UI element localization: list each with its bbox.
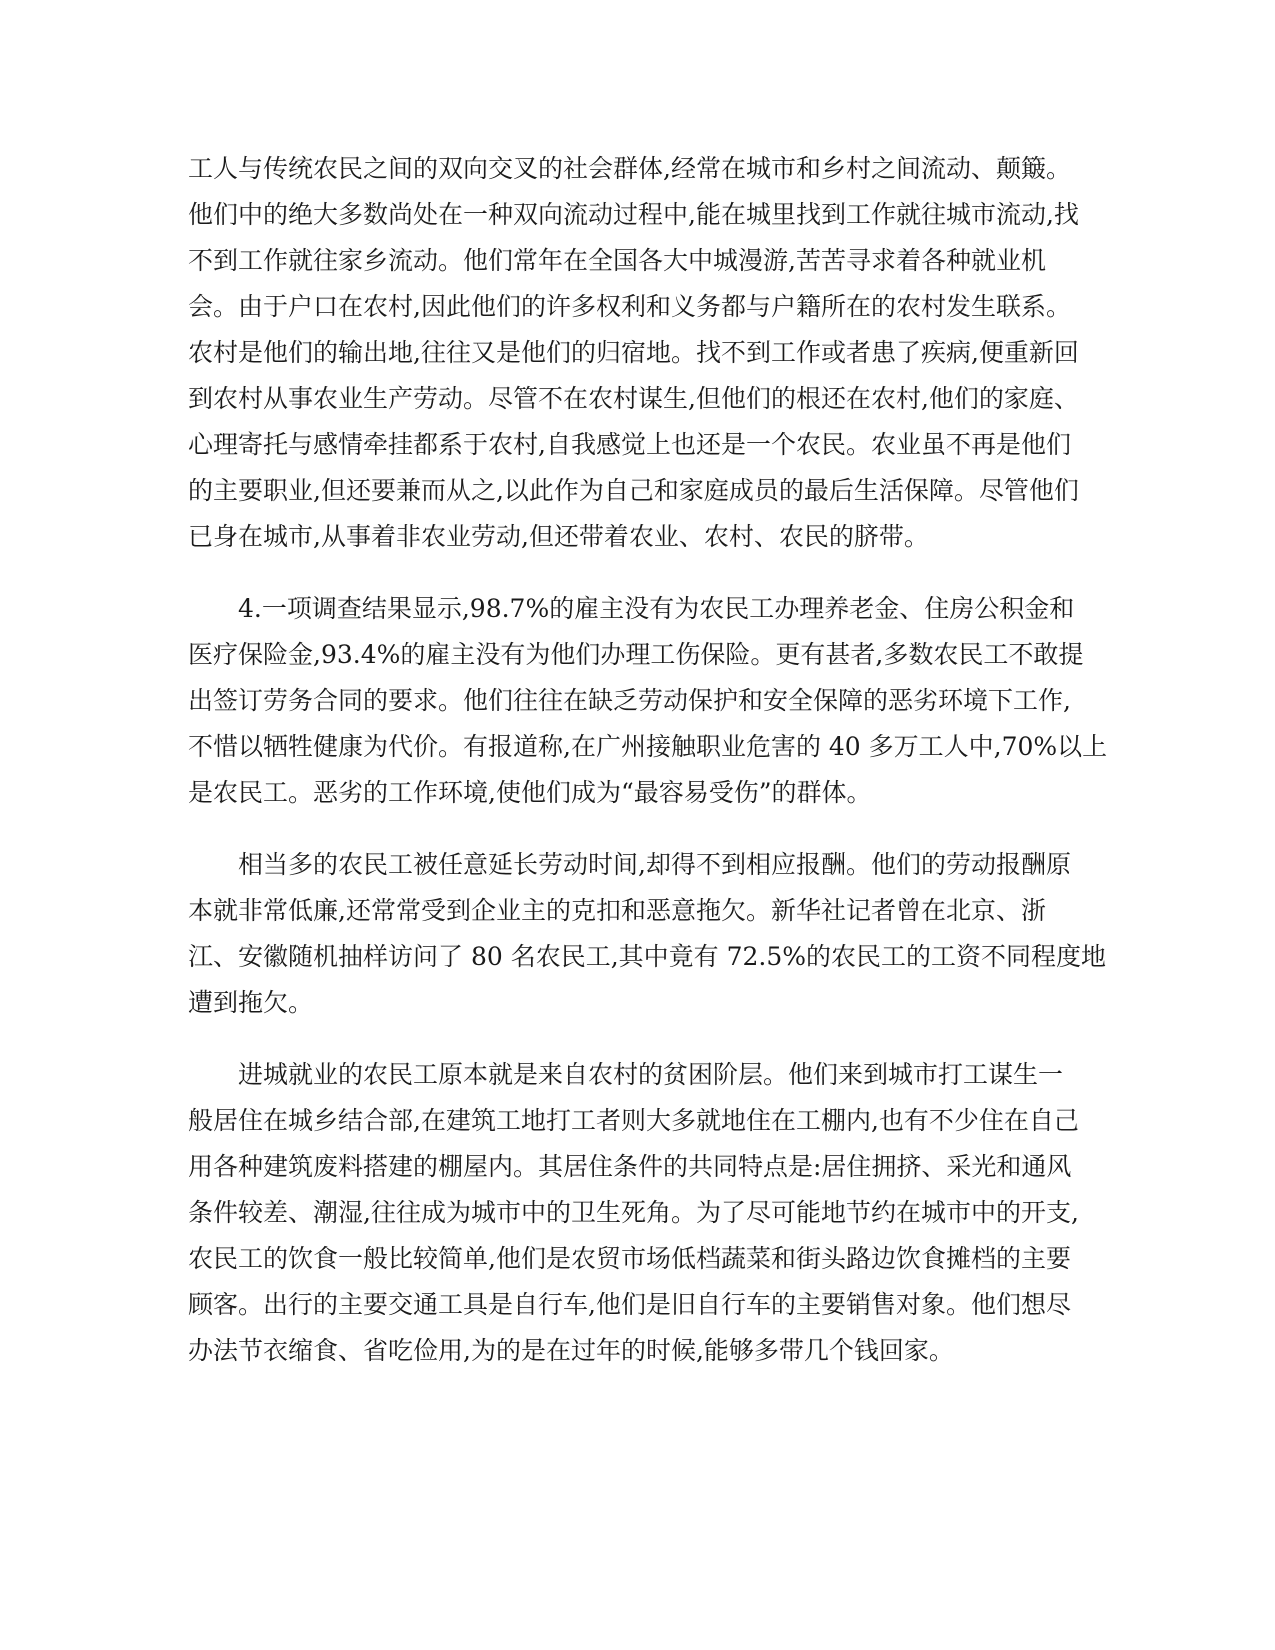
text-line: 不到工作就往家乡流动。他们常年在全国各大中城漫游,苦苦寻求着各种就业机 — [188, 246, 1046, 275]
text-line: 他们中的绝大多数尚处在一种双向流动过程中,能在城里找到工作就往城市流动,找 — [188, 200, 1079, 229]
text-line: 遭到拖欠。 — [188, 988, 314, 1017]
document-body — [188, 146, 1108, 1374]
text-line: 4.一项调查结果显示,98.7%的雇主没有为农民工办理养老金、住房公积金和 — [238, 594, 1075, 623]
text-line: 用各种建筑废料搭建的棚屋内。其居住条件的共同特点是:居住拥挤、采光和通风 — [188, 1152, 1072, 1181]
text-line: 的主要职业,但还要兼而从之,以此作为自己和家庭成员的最后生活保障。尽管他们 — [188, 476, 1079, 505]
paragraph-living-conditions — [188, 1052, 1088, 1374]
paragraph-wage-arrears — [188, 842, 1107, 1026]
text-line: 农民工的饮食一般比较简单,他们是农贸市场低档蔬菜和街头路边饮食摊档的主要 — [188, 1244, 1071, 1273]
text-line: 办法节衣缩食、省吃俭用,为的是在过年的时候,能够多带几个钱回家。 — [188, 1336, 954, 1365]
text-line: 已身在城市,从事着非农业劳动,但还带着农业、农村、农民的脐带。 — [188, 522, 929, 551]
text-line: 般居住在城乡结合部,在建筑工地打工者则大多就地住在工棚内,也有不少住在自己 — [188, 1106, 1079, 1135]
text-line: 出签订劳务合同的要求。他们往往在缺乏劳动保护和安全保障的恶劣环境下工作, — [188, 686, 1071, 715]
paragraph-migrant-identity — [188, 146, 1088, 560]
text-line: 会。由于户口在农村,因此他们的许多权利和义务都与户籍所在的农村发生联系。 — [188, 292, 1071, 321]
text-line: 农村是他们的输出地,往往又是他们的归宿地。找不到工作或者患了疾病,便重新回 — [188, 338, 1079, 367]
text-line: 到农村从事农业生产劳动。尽管不在农村谋生,但他们的根还在农村,他们的家庭、 — [188, 384, 1079, 413]
text-line: 工人与传统农民之间的双向交叉的社会群体,经常在城市和乡村之间流动、颠簸。 — [188, 154, 1071, 183]
text-line: 进城就业的农民工原本就是来自农村的贫困阶层。他们来到城市打工谋生一 — [238, 1060, 1064, 1089]
text-line: 医疗保险金,93.4%的雇主没有为他们办理工伤保险。更有甚者,多数农民工不敢提 — [188, 640, 1084, 669]
paragraph-insurance-survey — [188, 586, 1108, 816]
text-line: 条件较差、潮湿,往往成为城市中的卫生死角。为了尽可能地节约在城市中的开支, — [188, 1198, 1079, 1227]
text-line: 本就非常低廉,还常常受到企业主的克扣和恶意拖欠。新华社记者曾在北京、浙 — [188, 896, 1046, 925]
text-line: 相当多的农民工被任意延长劳动时间,却得不到相应报酬。他们的劳动报酬原 — [238, 850, 1071, 879]
text-line: 江、安徽随机抽样访问了 80 名农民工,其中竟有 72.5%的农民工的工资不同程度地 — [188, 942, 1107, 971]
text-line: 不惜以牺牲健康为代价。有报道称,在广州接触职业危害的 40 多万工人中,70%以上 — [188, 732, 1108, 761]
text-line: 是农民工。恶劣的工作环境,使他们成为“最容易受伤”的群体。 — [188, 778, 872, 807]
text-line: 心理寄托与感情牵挂都系于农村,自我感觉上也还是一个农民。农业虽不再是他们 — [188, 430, 1071, 459]
text-line: 顾客。出行的主要交通工具是自行车,他们是旧自行车的主要销售对象。他们想尽 — [188, 1290, 1071, 1319]
